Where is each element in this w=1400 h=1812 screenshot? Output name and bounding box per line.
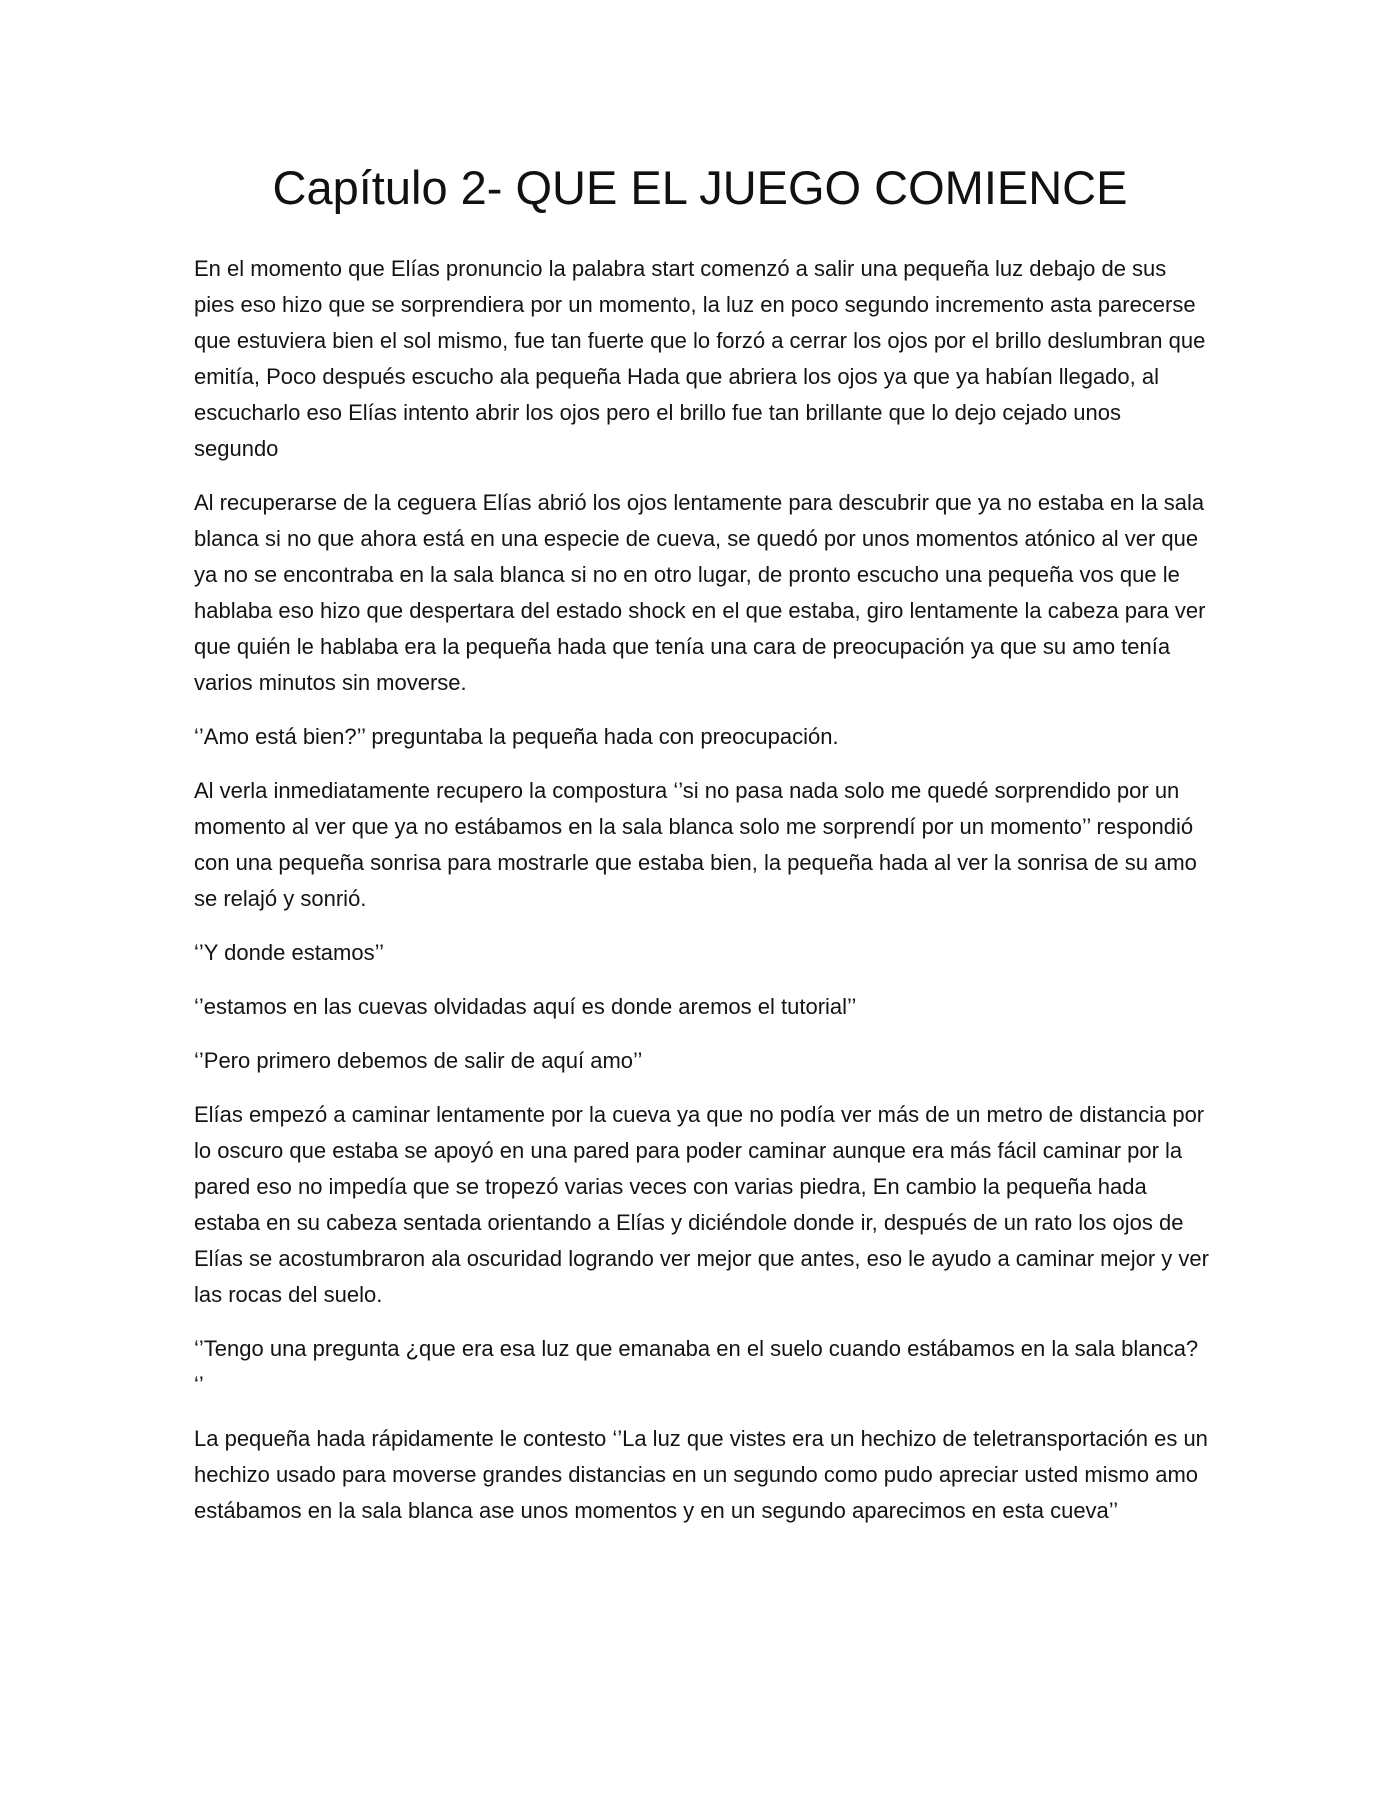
paragraph: En el momento que Elías pronuncio la palabra start comenzó a salir una pequeña luz debajo de sus pies eso hizo que se sorprendiera por un momento, la luz en poco segundo incremento asta parecerse que estuviera bien el sol mismo, fue tan fuerte que lo forzó a cerrar los ojos por el brillo deslumbran que emitía, Poco después escucho ala pequeña Hada que abriera los ojos ya que ya habían llegado, al escucharlo eso Elías intento abrir los ojos pero el brillo fue tan brillante que lo dejo cejado unos segundo xyxy=(194,256,1206,461)
paragraph: ‘’Y donde estamos’’ xyxy=(194,940,384,965)
paragraph: ‘’Tengo una pregunta ¿que era esa luz que emanaba en el suelo cuando estábamos en la sala blanca? ‘’ xyxy=(194,1336,1199,1397)
paragraph: La pequeña hada rápidamente le contesto ‘’La luz que vistes era un hechizo de teletransportación es un hechizo usado para moverse grandes distancias en un segundo como pudo apreciar usted mismo amo estábamos en la sala blanca ase unos momentos y en un segundo aparecimos en esta cueva’’ xyxy=(194,1426,1208,1523)
paragraph: Al verla inmediatamente recupero la compostura ‘’si no pasa nada solo me quedé sorprendido por un momento al ver que ya no estábamos en la sala blanca solo me sorprendí por un momento’’ respondió con una pequeña sonrisa para mostrarle que estaba bien, la pequeña hada al ver la sonrisa de su amo se relajó y sonrió. xyxy=(194,778,1197,911)
chapter-body xyxy=(194,251,1210,1547)
paragraph: ‘’Amo está bien?’’ preguntaba la pequeña hada con preocupación. xyxy=(194,724,839,749)
paragraph: ‘’estamos en las cuevas olvidadas aquí es donde aremos el tutorial’’ xyxy=(194,994,857,1019)
paragraph: Elías empezó a caminar lentamente por la cueva ya que no podía ver más de un metro de distancia por lo oscuro que estaba se apoyó en una pared para poder caminar aunque era más fácil caminar por la pared eso no impedía que se tropezó varias veces con varias piedra, En cambio la pequeña hada estaba en su cabeza sentada orientando a Elías y diciéndole donde ir, después de un rato los ojos de Elías se acostumbraron ala oscuridad logrando ver mejor que antes, eso le ayudo a caminar mejor y ver las rocas del suelo. xyxy=(194,1102,1209,1307)
paragraph: ‘’Pero primero debemos de salir de aquí amo’’ xyxy=(194,1048,643,1073)
paragraph: Al recuperarse de la ceguera Elías abrió los ojos lentamente para descubrir que ya no estaba en la sala blanca si no que ahora está en una especie de cueva, se quedó por unos momentos atónico al ver que ya no se encontraba en la sala blanca si no en otro lugar, de pronto escucho una pequeña vos que le hablaba eso hizo que despertara del estado shock en el que estaba, giro lentamente la cabeza para ver que quién le hablaba era la pequeña hada que tenía una cara de preocupación ya que su amo tenía varios minutos sin moverse. xyxy=(194,490,1206,695)
chapter-title: Capítulo 2- QUE EL JUEGO COMIENCE xyxy=(272,161,1128,214)
